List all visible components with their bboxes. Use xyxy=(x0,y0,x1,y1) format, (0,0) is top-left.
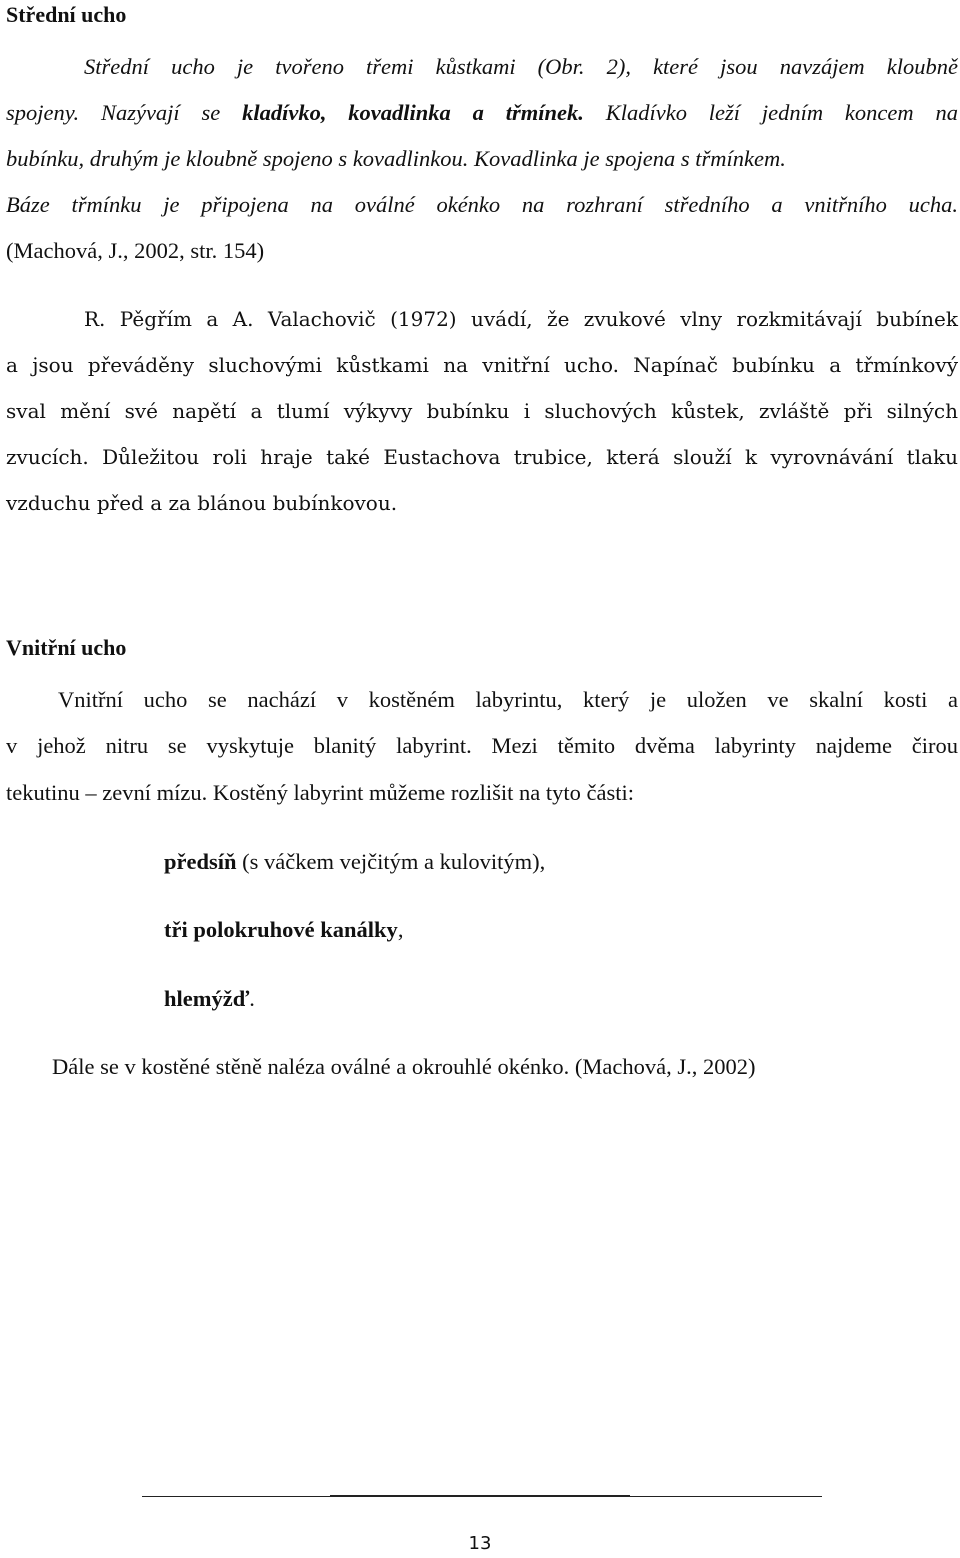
footer-divider-accent xyxy=(330,1495,630,1497)
paragraph-line: Vnitřní ucho se nachází v kostěném labyrintu, který je uložen ve skalní kosti a xyxy=(58,687,958,712)
bold-term: kladívko, kovadlinka a třmínek. xyxy=(242,100,584,125)
paragraph-line: Báze třmínku je připojena na oválné okénko na rozhraní středního a vnitřního ucha. xyxy=(6,192,958,217)
bold-term: tři polokruhové kanálky xyxy=(164,917,398,942)
paragraph-line: vzduchu před a za blánou bubínkovou. xyxy=(6,491,398,515)
paragraph-line xyxy=(6,98,958,128)
list-item xyxy=(164,915,403,945)
text-run: Kladívko leží jedním koncem na xyxy=(583,100,958,125)
text-run: (s váčkem vejčitým a kulovitým), xyxy=(236,849,546,874)
paragraph-line: v jehož nitru se vyskytuje blanitý labyrint. Mezi těmito dvěma labyrinty najdeme čirou xyxy=(6,733,958,758)
bold-term: předsíň xyxy=(164,849,237,874)
text-run: . xyxy=(249,986,255,1011)
section-heading-middle-ear: Střední ucho xyxy=(6,2,127,27)
paragraph-line: zvucích. Důležitou roli hraje také Eustachova trubice, která slouží k vyrovnávání tlaku xyxy=(6,445,958,469)
closing-line: Dále se v kostěné stěně naléza oválné a okrouhlé okénko. (Machová, J., 2002) xyxy=(52,1054,756,1079)
paragraph-line: a jsou převáděny sluchovými kůstkami na vnitřní ucho. Napínač bubínku a třmínkový xyxy=(6,353,958,377)
bold-term: hlemýžď xyxy=(164,986,250,1011)
citation-line: (Machová, J., 2002, str. 154) xyxy=(6,238,265,263)
text-run: spojeny. Nazývají se xyxy=(6,100,243,125)
paragraph-line: tekutinu – zevní mízu. Kostěný labyrint můžeme rozlišit na tyto části: xyxy=(6,780,634,805)
list-item xyxy=(164,984,255,1014)
list-item xyxy=(164,847,545,877)
page-number: 13 xyxy=(468,1533,492,1554)
text-run: , xyxy=(397,917,404,942)
paragraph-line: bubínku, druhým je kloubně spojeno s kovadlinkou. Kovadlinka je spojena s třmínkem. xyxy=(6,146,786,171)
paragraph-line: sval mění své napětí a tlumí výkyvy bubínku i sluchových kůstek, zvláště při silných xyxy=(6,399,958,423)
paragraph-line: Střední ucho je tvořeno třemi kůstkami (Obr. 2), které jsou navzájem kloubně xyxy=(84,54,958,79)
section-heading-inner-ear: Vnitřní ucho xyxy=(6,635,127,660)
paragraph-line: R. Pěgřím a A. Valachovič (1972) uvádí, že zvukové vlny rozkmitávají bubínek xyxy=(84,307,958,331)
